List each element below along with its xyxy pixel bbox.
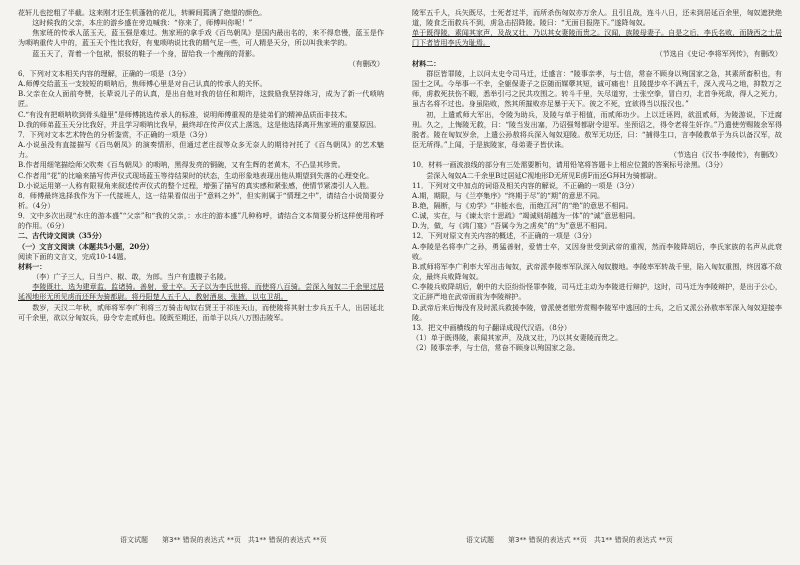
left-column-line: C.“有没有把唢呐吹到骨头缝里”是师傅挑选传承人的标准，说明师傅重视的是徒弟们的精神品质而非技术。	[18, 109, 352, 119]
underlined-text: 李陵既壮，选为建章监，监诸骑。善射，爱士卒。天子以为李氏世将，而使将八百骑。尝深入匈奴二千余里过居延视地形无所见虏而还拜为骑都尉。将丹阳楚人五千人，教射酒泉、张掖，以屯卫胡。	[18, 282, 384, 302]
left-column-line: 花轩儿也挖粗了半截。这来刚才还生机蓬勃的花儿，转瞬间蔫满了绝望的颜色。	[18, 8, 267, 17]
left-column-line: 这时候我的父亲，本庄的游乡盛在旁边喊我：“你来了，师傅叫你呢！”	[32, 18, 253, 28]
left-column-line: （一）文言文阅读（本题共5小题，20分）	[18, 241, 154, 251]
left-column-line: 6．下列对文本相关内容的理解，正确的一项是（3分）	[18, 68, 191, 78]
right-column-line: A.期，期限，与《兰亭集序》“终期于尽”的“期”的意思不同。	[412, 190, 605, 200]
underlined-text: 单于既得陵，素闻其家声，及战又壮，乃以其女妻陵而贵之。汉闻，族陵母妻子。自是之后，李氏名败，而陇西之士居门下者皆用李氏为耻焉。	[412, 28, 782, 48]
right-column-line: （节选自《史记·李将军列传》，有删改）	[655, 48, 782, 58]
right-column-line	[412, 28, 782, 48]
right-column-line: （2）陵事亲孝，与士信，常奋不顾身以殉国家之急。	[412, 343, 580, 353]
right-column-line: （1）单于既得陵，素闻其家声，及战又壮，乃以其女妻陵而贵之。	[412, 333, 623, 342]
left-column-line: 阅读下面的文言文，完成10-14题。	[18, 251, 131, 261]
right-column-line: 陵军五千人，兵矢既尽，士死者过半，而所杀伤匈奴亦万余人。且引且战，连斗八日，还未到居延百余里，匈奴遮狭绝道，陵食乏而救兵不到，虏急击招降陵。陵曰：“无面目报陛下。”遂降匈奴。	[412, 8, 782, 28]
right-column-line: C.李陵兵败降胡后，朝中的大臣纷纷怪罪李陵，司马迁主动为李陵进行辩护，这时，司马迁为李陵辩护，是出于公心，文正辞严地在武帝面前为李陵辩护。	[412, 282, 782, 302]
right-column-line: 10．材料一画波浪线的部分有三处需要断句，请用铅笔将答题卡上相应位置的答案标号涂黑。（3分）	[412, 160, 728, 170]
right-column	[412, 8, 782, 530]
left-column-line: B.作者用细笔描绘师父吹奏《百鸟朝凤》的唢呐，黑得发亮的铜碗，又有生辉的老黄木，不凸显其珍贵。	[18, 160, 345, 170]
left-column-line: D.我的师弟蓝玉天分比我好，并且学习唢呐比我早，最终却在传声仪式上落选，这是他选择离开焦家班的重要原因。	[18, 119, 381, 129]
left-column-line: D.小说运用第一人称有限视角来叙述传声仪式的整个过程，增强了描写的真实感和紧张感，使情节紧凑引人入胜。	[18, 180, 374, 190]
right-column-line: 12．下列对原文有关内容的概述，不正确的一项是（3分）	[412, 231, 596, 241]
right-column-line: C.诚，实在，与《谏太宗十思疏》“竭诚则胡越为一体”的“诚”意思相同。	[412, 211, 640, 221]
left-column	[18, 8, 384, 530]
right-column-line: B.绝，隔断，与《劝学》“非能水也，而绝江河”的“绝”的意思不相同。	[412, 200, 633, 210]
right-column-line: 尝深入匈奴A二千余里B过居延C视地形D无所见E虏F而还G拜H为骑都尉。	[426, 170, 662, 180]
right-column-line: 初，上遣贰师大军出，令陵为助兵，及陵与单于相值，而贰师功少。上以迁诬罔，欲沮贰师，为陵游说，下迁腐刑。久之，上悔陵无救，曰：“陵当发出塞，乃诏强弩都尉令迎军。坐预诏之，得令老将生奸诈。”乃遣使劳赐陵余军得脱者。陵在匈奴岁余，上遣公孙敖将兵深入匈奴迎陵。敖军无功还，曰：“捕得生口，言李陵教单于为兵以备汉军，故臣无所得。”上闻，于是族陵家，母弟妻子皆伏诛。	[412, 109, 782, 150]
left-column-line: （李）广子三人，曰当户、椒、敢，为郎。当户有遗腹子名陵。	[32, 272, 231, 282]
left-column-line: 蓝玉天了，背着一个包袱，银驳的鞋子一个身，留给我一个瘦削的背影。	[32, 48, 260, 58]
left-column-line: B.父亲在众人面前夸赞，长辈说儿子的认真，是出自他对我的信任和期许，这鼓励我坚持练习，成为了新一代唢呐匠。	[18, 89, 384, 109]
left-column-line: （有删改）	[348, 58, 384, 68]
left-column-line: 数岁，天汉二年秋，贰师将军李广利将三万骑击匈奴右贤王于祁连天山，而使陵将其射士步兵五千人，出居延北可千余里，欲以分匈奴兵，毋令专走贰师也。陵既至期还，而单于以兵八万围击陵军。	[18, 302, 384, 322]
right-column-line: （节选自《汉书·李陵传》，有删改）	[669, 150, 782, 160]
right-column-line: B.贰师将军李广利率大军出击匈奴，武帝派李陵率军队深入匈奴腹地。李陵率军转战千里，陷入匈奴重围，终因寡不敌众，最终兵败降匈奴。	[412, 261, 782, 282]
left-column-line: 7．下列对文本艺术特色的分析鉴赏，不正确的一项是（3分）	[18, 129, 212, 139]
left-column-line: 材料一：	[18, 261, 47, 271]
right-column-line: 群臣皆罪陵，上以问太史令司马迁，迁盛言：“陵事亲孝，与士信，常奋不顾身以殉国家之急，其素所畜积也，有国士之风。今举事一不幸，全躯保妻子之臣随而媒孽其短，诚可痛也！且陵提步卒不满五千，深入戎马之地，抑数万之师，虏救死扶伤不暇，悉举引弓之民共攻围之。转斗千里，矢尽道穷，士张空拳，冒白刃，北首争死敌，得人之死力，虽古名将不过也。身虽陷败，然其所摧败亦足暴于天下。彼之不死，宜欲得当以报汉也。”	[412, 68, 782, 109]
left-column-line: C.作者用“花”的比喻来描写传声仪式现场蓝玉等待结果时的状态，生动形象地表现出他从期望到失落的心理变化。	[18, 170, 374, 180]
right-column-line: A.李陵是名将李广之孙，勇猛善射，爱惜士卒，又因身世受到武帝的重视，然而李陵降胡后，李氏家族的名声从此衰败。	[412, 241, 782, 261]
left-column-line: 二、古代诗文阅读（35分）	[18, 231, 106, 241]
right-column-line: D.武帝后来后悔没有及时派兵救援李陵，曾派使者慰劳赏赐李陵军中逃回的士兵，之后又派公孙敖率军深入匈奴迎接李陵。	[412, 302, 782, 322]
left-page-footer: 语文试题 第3** 错误的表达式 **页 共1** 错误的表达式 **页	[120, 536, 327, 544]
right-column-line: 13．把文中画横线的句子翻译成现代汉语。（8分）	[412, 322, 571, 332]
left-column-line: 9．文中多次出现“水庄的游本盛”“父亲”和“我的父亲，：水庄的游本盛”几种称呼，请结合文本简要分析这样使用称呼的作用。（6分）	[18, 211, 384, 231]
left-column-line: A.小说虽没有直接描写《百鸟朝凤》的演奏情形，但通过老庄叔等众多无奈人的期待衬托了《百鸟朝凤》的艺术魅力。	[18, 140, 384, 160]
right-column-line: D.为，做，与《鸿门宴》“吾属今为之虏矣”的“为”意思不相同。	[412, 221, 612, 231]
right-page-footer: 语文试题 第3** 错误的表达式 **页 共1** 错误的表达式 **页	[466, 536, 673, 544]
left-column-line: 8．师傅最终选择我作为下一代接班人，这一结果看似出于“意料之外”，但实则属于“情理之中”，请结合小说简要分析。（4分）	[18, 190, 384, 210]
left-column-line	[18, 282, 384, 302]
left-column-line: A.师傅交给蓝玉一支较短的唢呐后，焦师傅心里是对自己认真的传承人的关怀。	[18, 79, 267, 89]
right-column-line: 11．下列对文中加点的词语及相关内容的解说，不正确的一项是（3分）	[412, 180, 639, 190]
left-column-line: 焦家班的传承人蓝玉天，蓝玉强是难过。焦家班的拿手戏《百鸟朝凤》是国内最出名的，来不得怠慢，蓝玉是作为唢呐重传人中的，蓝玉天个性比我好，有鬼唢呐说比我的精气足一些，可人精是天分，所以叫我来学的。	[18, 28, 384, 48]
right-column-line: 材料二：	[412, 58, 441, 68]
